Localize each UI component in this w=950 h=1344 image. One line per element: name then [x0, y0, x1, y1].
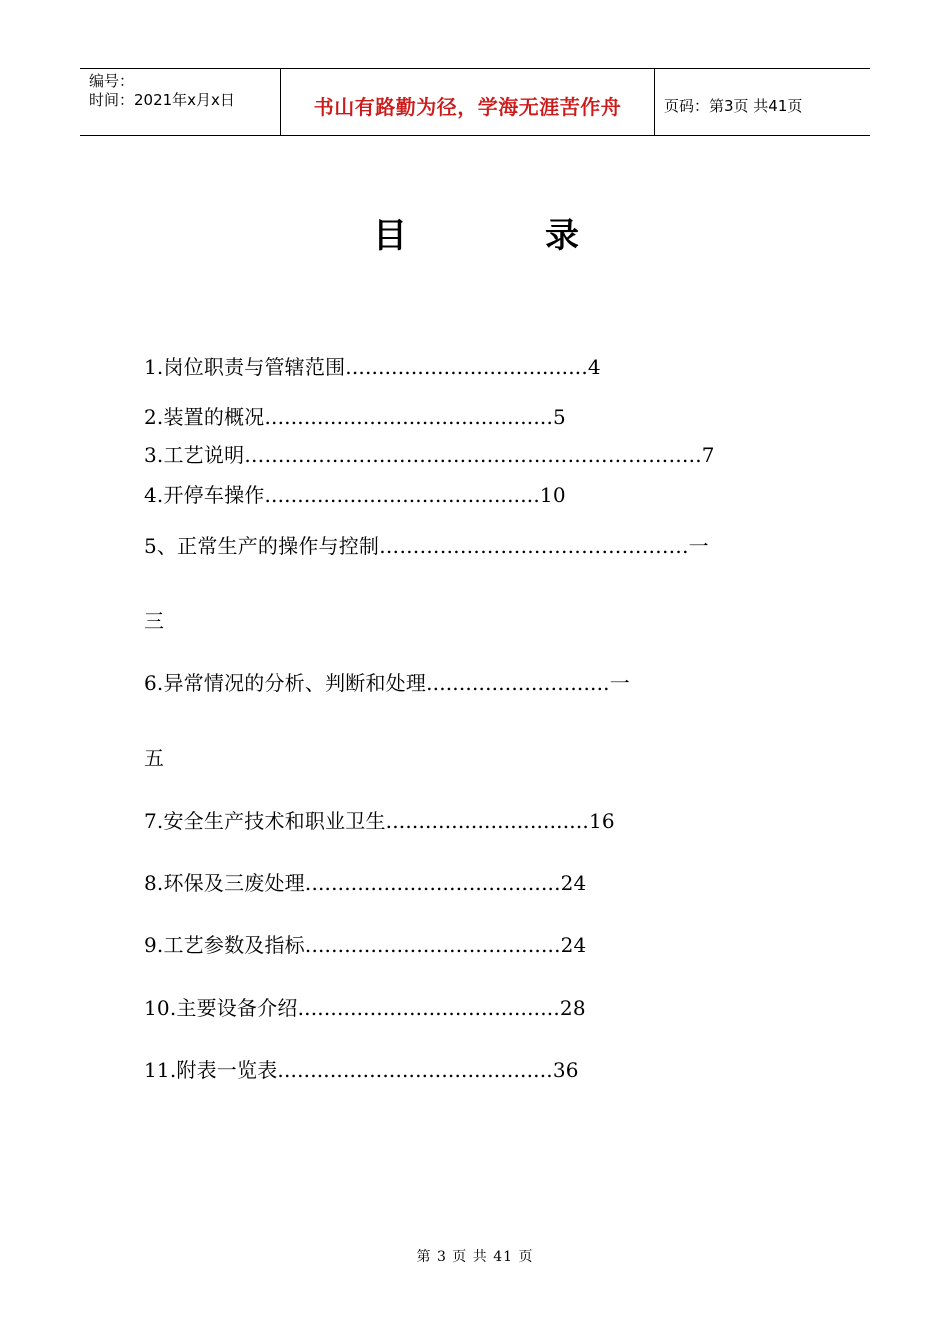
page-footer: 第 3 页 共 41 页: [416, 1249, 534, 1265]
toc-title-char-2: 录: [545, 216, 579, 256]
toc-entry-7[interactable]: 7.安全生产技术和职业卫生...............................16: [144, 809, 615, 833]
header-motto: 书山有路勤为径，学海无涯苦作舟: [313, 95, 622, 119]
toc-entry-1[interactable]: 1.岗位职责与管辖范围.....................................4: [144, 355, 601, 379]
toc-entry-6[interactable]: 6.异常情况的分析、判断和处理............................一: [144, 671, 630, 695]
document-number-label: 编号：: [89, 72, 135, 90]
toc-entry-8[interactable]: 8.环保及三废处理.......................................24: [144, 871, 587, 895]
toc-title-char-1: 目: [373, 216, 407, 256]
document-time-label: 时间：2021年x月x日: [89, 91, 235, 109]
toc-entry-3[interactable]: 3.工艺说明…………………………………………………………..7: [144, 443, 715, 467]
toc-entry-5[interactable]: 5、正常生产的操作与控制……………………………………….一: [144, 534, 709, 558]
toc-entry-6-continuation: 五: [144, 746, 165, 770]
toc-entry-11[interactable]: 11.附表一览表..........................................36: [144, 1058, 579, 1082]
toc-entry-2[interactable]: 2.装置的概况............................................5: [144, 405, 566, 429]
toc-entry-5-continuation: 三: [144, 609, 165, 633]
toc-entry-4[interactable]: 4.开停车操作..........................................10: [144, 483, 566, 507]
toc-entry-10[interactable]: 10.主要设备介绍........................................28: [144, 996, 586, 1020]
toc-entry-9[interactable]: 9.工艺参数及指标.......................................24: [144, 933, 587, 957]
header-page-info: 页码：第3页 共41页: [664, 97, 803, 115]
